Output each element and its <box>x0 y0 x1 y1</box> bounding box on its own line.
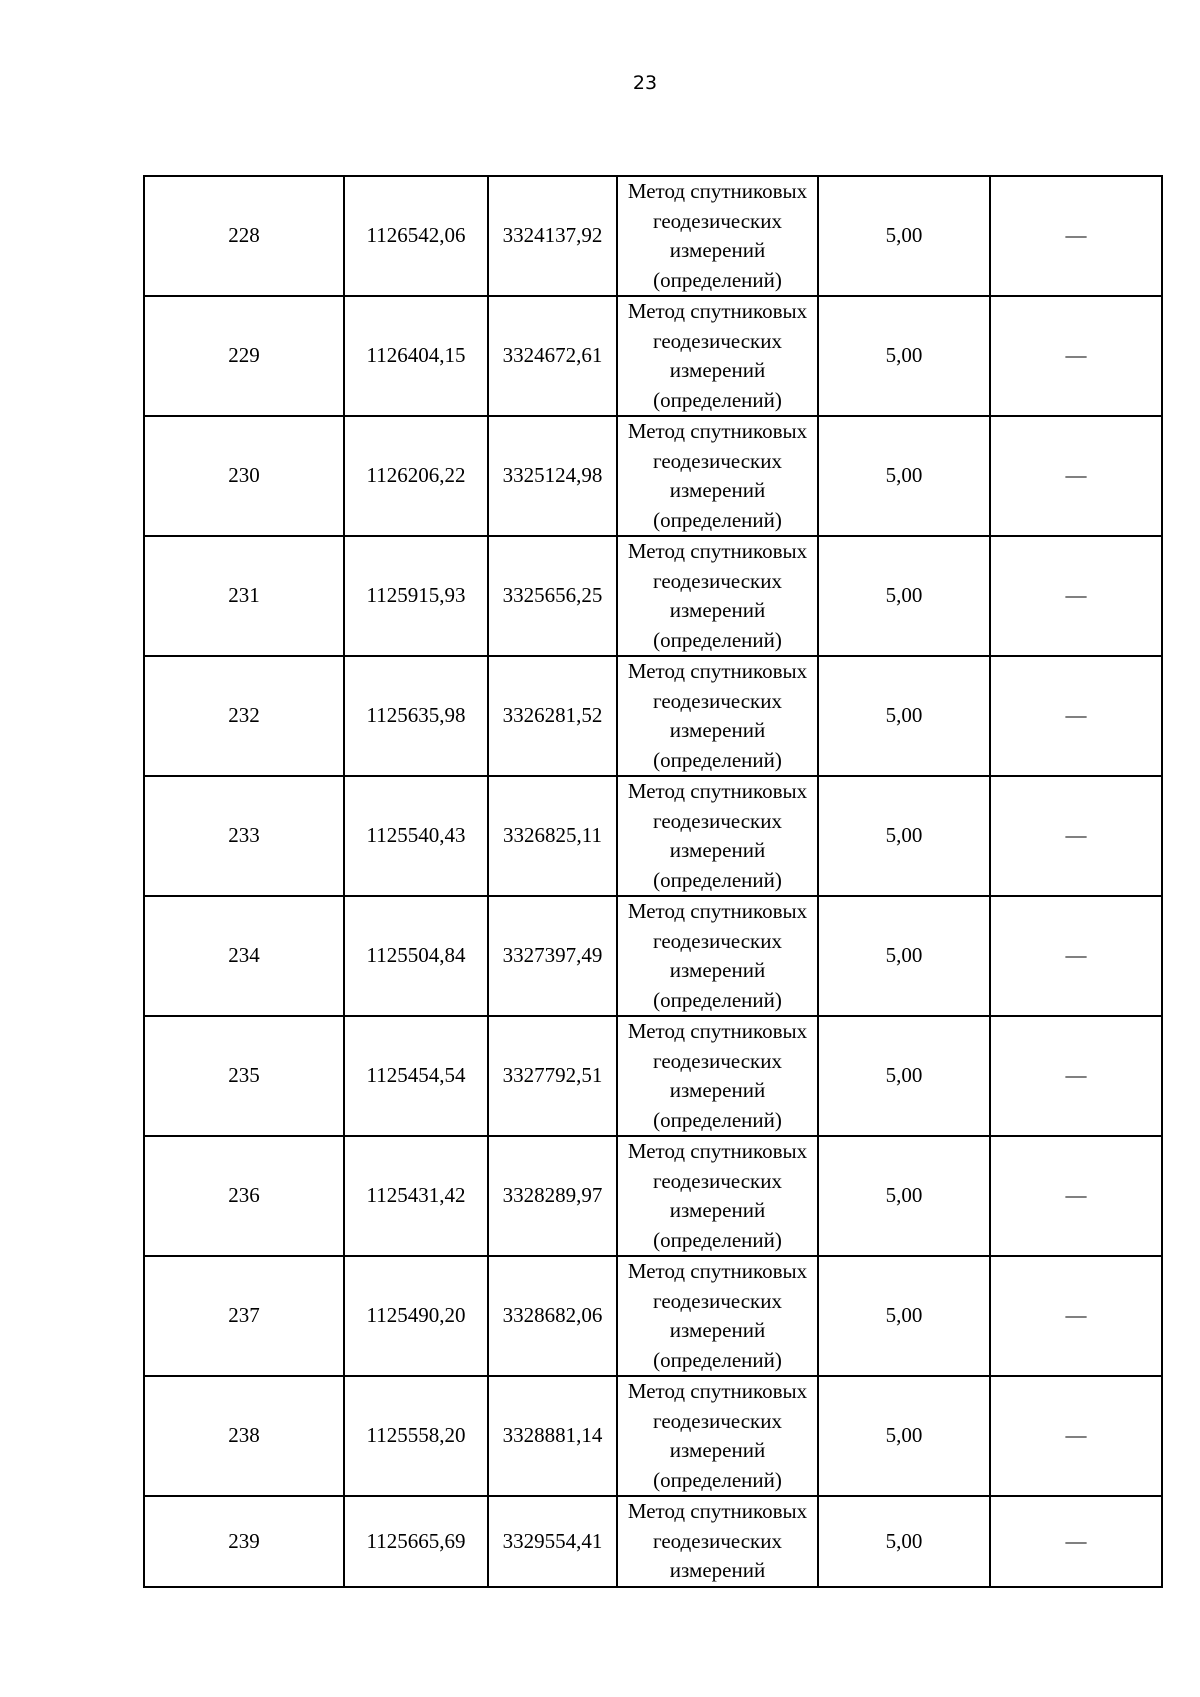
note-cell: — <box>990 656 1162 776</box>
method-cell <box>617 1016 818 1136</box>
x-coordinate-cell: 1125915,93 <box>344 536 488 656</box>
method-text-line: (определений) <box>653 1347 782 1372</box>
method-text-line: (определений) <box>653 1467 782 1492</box>
method-text-line: (определений) <box>653 747 782 772</box>
method-text-line: Метод спутниковых <box>627 1499 808 1524</box>
method-cell <box>617 1496 818 1587</box>
method-text-line: измерений <box>669 1078 766 1102</box>
note-cell: — <box>990 176 1162 296</box>
method-text-line: геодезических <box>652 1408 782 1433</box>
table-row <box>144 1376 1162 1496</box>
method-cell <box>617 776 818 896</box>
method-cell <box>617 1256 818 1376</box>
table-row <box>144 176 1162 296</box>
point-number-cell: 236 <box>144 1136 344 1256</box>
y-coordinate-cell: 3328289,97 <box>488 1136 617 1256</box>
point-number-cell: 229 <box>144 296 344 416</box>
note-cell: — <box>990 1256 1162 1376</box>
method-text-line: геодезических <box>652 208 782 233</box>
method-text-line: геодезических <box>652 328 782 353</box>
table-row <box>144 536 1162 656</box>
point-number-cell: 230 <box>144 416 344 536</box>
y-coordinate-cell: 3326281,52 <box>488 656 617 776</box>
method-text-line: (определений) <box>653 1227 782 1252</box>
point-number-cell: 231 <box>144 536 344 656</box>
note-cell: — <box>990 1376 1162 1496</box>
method-text-line: измерений <box>669 1198 766 1222</box>
point-number-cell: 235 <box>144 1016 344 1136</box>
accuracy-cell: 5,00 <box>818 896 990 1016</box>
method-text-line: Метод спутниковых <box>627 1259 808 1283</box>
method-text-line: Метод спутниковых <box>627 659 808 683</box>
point-number-cell: 233 <box>144 776 344 896</box>
table-row <box>144 1256 1162 1376</box>
method-text-line: измерений <box>669 1318 766 1342</box>
accuracy-cell: 5,00 <box>818 536 990 656</box>
method-text-line: Метод спутниковых <box>627 899 808 923</box>
accuracy-cell: 5,00 <box>818 1496 990 1587</box>
method-text-line: измерений <box>669 358 766 382</box>
note-cell: — <box>990 1016 1162 1136</box>
x-coordinate-cell: 1125490,20 <box>344 1256 488 1376</box>
accuracy-cell: 5,00 <box>818 416 990 536</box>
point-number-cell: 234 <box>144 896 344 1016</box>
table-row <box>144 296 1162 416</box>
method-cell <box>617 656 818 776</box>
table-row <box>144 1496 1162 1587</box>
x-coordinate-cell: 1125540,43 <box>344 776 488 896</box>
method-text-line: геодезических <box>652 688 782 713</box>
table-row <box>144 656 1162 776</box>
accuracy-cell: 5,00 <box>818 1256 990 1376</box>
method-text-line: геодезических <box>652 928 782 953</box>
accuracy-cell: 5,00 <box>818 656 990 776</box>
method-text-line: Метод спутниковых <box>627 1139 808 1163</box>
method-text-line: геодезических <box>652 1528 782 1553</box>
method-cell <box>617 296 818 416</box>
y-coordinate-cell: 3329554,41 <box>488 1496 617 1587</box>
y-coordinate-cell: 3325656,25 <box>488 536 617 656</box>
method-text-line: измерений <box>669 598 766 622</box>
method-text-line: Метод спутниковых <box>627 1379 808 1403</box>
table-row <box>144 776 1162 896</box>
method-cell <box>617 896 818 1016</box>
method-text-line: Метод спутниковых <box>627 779 808 803</box>
point-number-cell: 232 <box>144 656 344 776</box>
note-cell: — <box>990 1136 1162 1256</box>
y-coordinate-cell: 3325124,98 <box>488 416 617 536</box>
x-coordinate-cell: 1125665,69 <box>344 1496 488 1587</box>
y-coordinate-cell: 3328881,14 <box>488 1376 617 1496</box>
method-text-line: геодезических <box>652 1168 782 1193</box>
point-number-cell: 239 <box>144 1496 344 1587</box>
method-text-line: (определений) <box>653 867 782 892</box>
method-text-line: Метод спутниковых <box>627 1019 808 1043</box>
x-coordinate-cell: 1126206,22 <box>344 416 488 536</box>
method-text-line: (определений) <box>653 1107 782 1132</box>
table-row <box>144 896 1162 1016</box>
method-text-line: измерений <box>669 958 766 982</box>
accuracy-cell: 5,00 <box>818 1136 990 1256</box>
method-text-line: (определений) <box>653 267 782 292</box>
accuracy-cell: 5,00 <box>818 776 990 896</box>
method-text-line: (определений) <box>653 387 782 412</box>
method-text-line: геодезических <box>652 1288 782 1313</box>
point-number-cell: 228 <box>144 176 344 296</box>
method-text-line: измерений <box>669 238 766 262</box>
note-cell: — <box>990 416 1162 536</box>
x-coordinate-cell: 1125431,42 <box>344 1136 488 1256</box>
note-cell: — <box>990 1496 1162 1587</box>
x-coordinate-cell: 1126404,15 <box>344 296 488 416</box>
y-coordinate-cell: 3328682,06 <box>488 1256 617 1376</box>
method-text-line: (определений) <box>653 987 782 1012</box>
y-coordinate-cell: 3327397,49 <box>488 896 617 1016</box>
coordinates-table <box>143 175 1163 1588</box>
method-text-line: Метод спутниковых <box>627 419 808 443</box>
table-row <box>144 416 1162 536</box>
method-text-line: геодезических <box>652 1048 782 1073</box>
table-row <box>144 1016 1162 1136</box>
point-number-cell: 237 <box>144 1256 344 1376</box>
method-text-line: измерений <box>669 1558 766 1583</box>
note-cell: — <box>990 776 1162 896</box>
x-coordinate-cell: 1125558,20 <box>344 1376 488 1496</box>
method-text-line: Метод спутниковых <box>627 299 808 323</box>
method-text-line: (определений) <box>653 627 782 652</box>
method-cell <box>617 416 818 536</box>
note-cell: — <box>990 296 1162 416</box>
x-coordinate-cell: 1126542,06 <box>344 176 488 296</box>
y-coordinate-cell: 3324672,61 <box>488 296 617 416</box>
x-coordinate-cell: 1125454,54 <box>344 1016 488 1136</box>
accuracy-cell: 5,00 <box>818 1016 990 1136</box>
x-coordinate-cell: 1125504,84 <box>344 896 488 1016</box>
note-cell: — <box>990 536 1162 656</box>
method-text-line: геодезических <box>652 448 782 473</box>
method-text-line: (определений) <box>653 507 782 532</box>
accuracy-cell: 5,00 <box>818 1376 990 1496</box>
coordinates-table-body <box>144 176 1162 1587</box>
method-text-line: измерений <box>669 718 766 742</box>
y-coordinate-cell: 3324137,92 <box>488 176 617 296</box>
method-cell <box>617 1136 818 1256</box>
accuracy-cell: 5,00 <box>818 296 990 416</box>
method-text-line: геодезических <box>652 808 782 833</box>
y-coordinate-cell: 3326825,11 <box>488 776 617 896</box>
method-text-line: Метод спутниковых <box>627 539 808 563</box>
method-cell <box>617 1376 818 1496</box>
method-cell <box>617 176 818 296</box>
method-text-line: геодезических <box>652 568 782 593</box>
method-text-line: измерений <box>669 478 766 502</box>
table-row <box>144 1136 1162 1256</box>
method-text-line: измерений <box>669 1438 766 1462</box>
y-coordinate-cell: 3327792,51 <box>488 1016 617 1136</box>
method-cell <box>617 536 818 656</box>
note-cell: — <box>990 896 1162 1016</box>
method-text-line: измерений <box>669 838 766 862</box>
x-coordinate-cell: 1125635,98 <box>344 656 488 776</box>
method-text-line: Метод спутниковых <box>627 179 808 203</box>
point-number-cell: 238 <box>144 1376 344 1496</box>
page-number: 23 <box>632 72 658 94</box>
accuracy-cell: 5,00 <box>818 176 990 296</box>
